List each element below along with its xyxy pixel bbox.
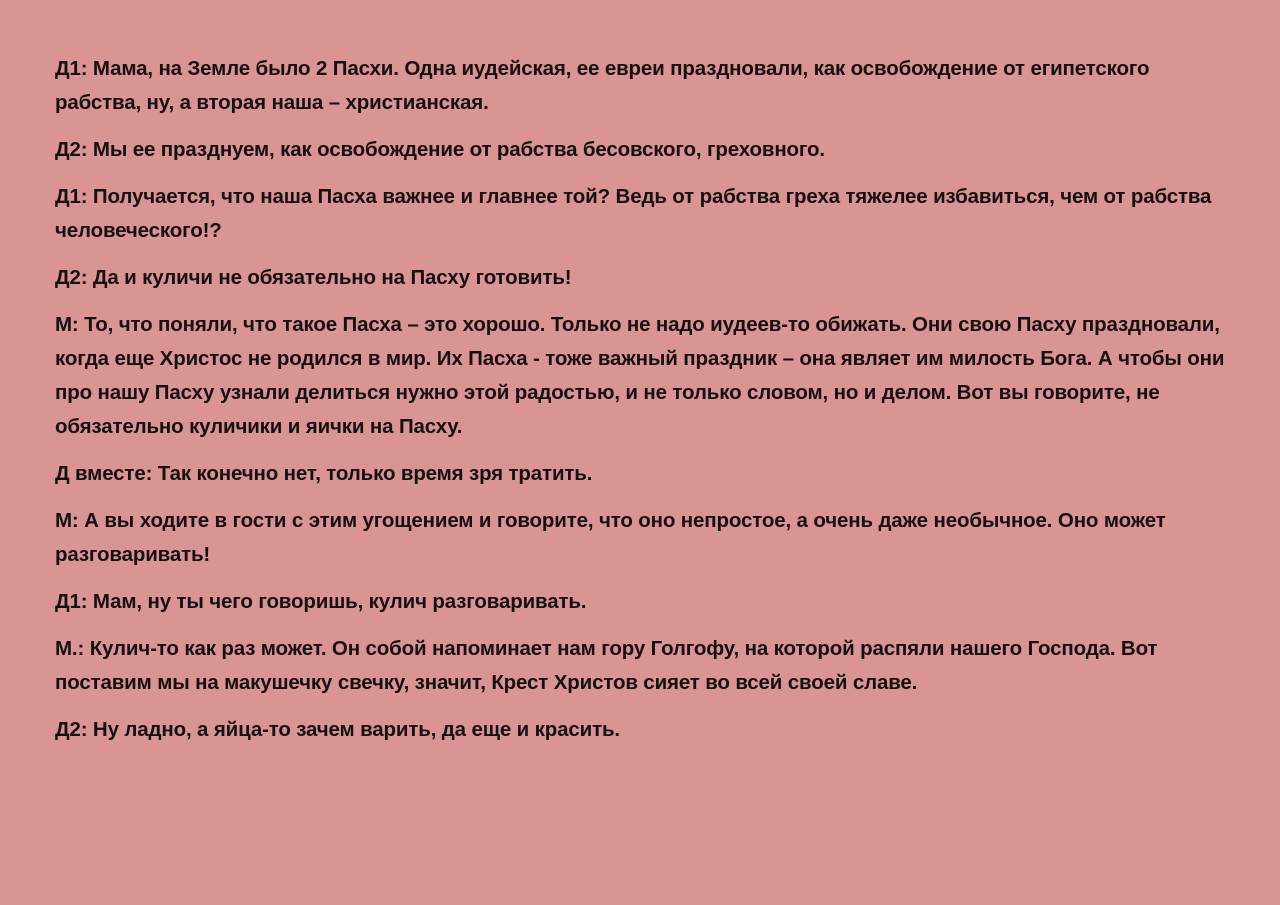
dialogue-paragraph-8: Д1: Мам, ну ты чего говоришь, кулич разговаривать. — [55, 590, 587, 613]
dialogue-paragraph-1: Д1: Мама, на Земле было 2 Пасхи. Одна иудейская, ее евреи праздновали, как освобождение от египетского рабства, ну, а вторая наша – христианская. — [55, 57, 1150, 114]
dialogue-paragraph-10: Д2: Ну ладно, а яйца-то зачем варить, да еще и красить. — [55, 718, 620, 741]
dialogue-paragraph-5: М: То, что поняли, что такое Пасха – это хорошо. Только не надо иудеев-то обижать. Они свою Пасху праздновали, когда еще Христос не родился в мир. Их Пасха - тоже важный праздник – она являет им милость Бога. А чтобы они про нашу Пасху узнали делиться нужно этой радостью, и не только словом, но и делом. Вот вы говорите, не обязательно куличики и яички на Пасху. — [55, 313, 1225, 438]
dialogue-paragraph-2: Д2: Мы ее празднуем, как освобождение от рабства бесовского, греховного. — [55, 138, 825, 161]
dialogue-paragraph-7: М: А вы ходите в гости с этим угощением и говорите, что оно непростое, а очень даже необычное. Оно может разговаривать! — [55, 509, 1166, 566]
dialogue-paragraph-9: М.: Кулич-то как раз может. Он собой напоминает нам гору Голгофу, на которой распяли нашего Господа. Вот поставим мы на макушечку свечку, значит, Крест Христов сияет во всей своей славе. — [55, 637, 1158, 694]
dialogue-paragraph-6: Д вместе: Так конечно нет, только время зря тратить. — [55, 462, 593, 485]
dialogue-paragraph-4: Д2: Да и куличи не обязательно на Пасху готовить! — [55, 266, 572, 289]
dialogue-paragraph-3: Д1: Получается, что наша Пасха важнее и главнее той? Ведь от рабства греха тяжелее избавиться, чем от рабства человеческого!? — [55, 185, 1212, 242]
